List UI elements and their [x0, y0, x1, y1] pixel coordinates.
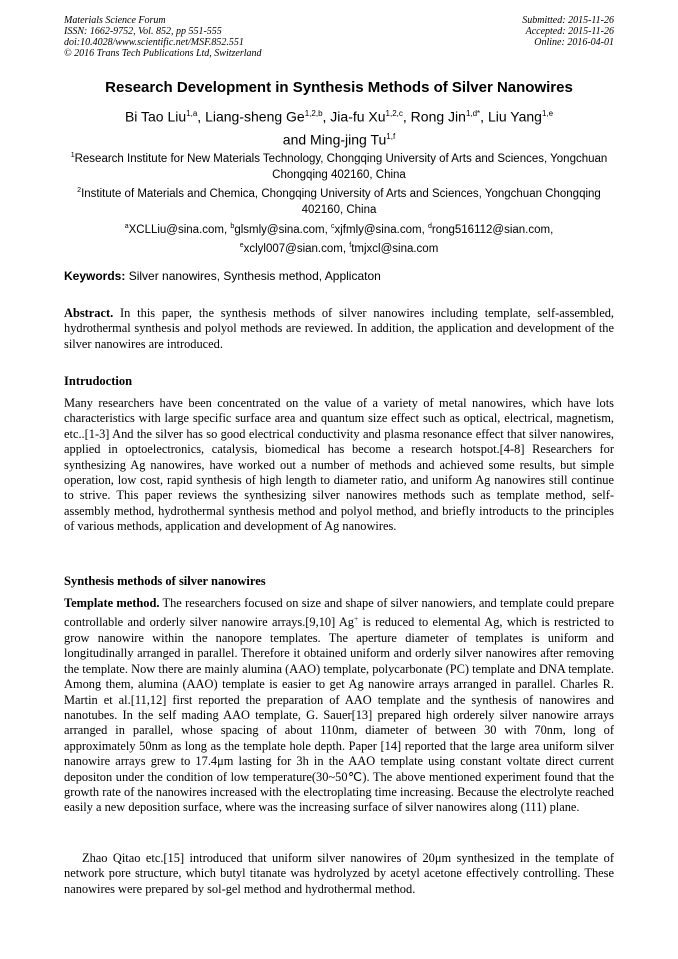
email-line-2: $^e$xclyl007@sian.com, $^f$tmjxcl@sina.com: [239, 241, 439, 255]
email-address: xjfmly@sina.com: [334, 223, 422, 236]
journal-header: [64, 15, 262, 59]
zhao-paragraph: Zhao Qitao etc.[15] introduced that uniform silver nanowires of 20μm synthesized in the template of network pore structure, which butyl titanate was hydrolyzed by acetyl acetone effectively controlling. These nanowires were prepared by sol-gel method and hydrothermal method.: [64, 851, 614, 896]
email-marker: a: [124, 223, 129, 230]
author-line-1: [64, 104, 614, 127]
submitted-date: Submitted: 2015-11-26: [522, 15, 614, 26]
affiliation-text: Institute of Materials and Chemica, Chongqing University of Arts and Sciences, Yongchuan Chongqing 402160, China: [81, 187, 601, 216]
online-date: Online: 2016-04-01: [534, 37, 614, 48]
author-name: Bi Tao Liu: [124, 108, 187, 125]
affiliation-text: Research Institute for New Materials Technology, Chongqing University of Arts and Sciences, Yongchuan Chongqing 402160, China: [74, 152, 608, 181]
email-address: xclyl007@sian.com: [243, 242, 343, 255]
email-address: rong516112@sian.com: [431, 223, 551, 236]
affiliation-marker: 2: [77, 187, 82, 194]
author-name: Rong Jin: [410, 108, 466, 125]
keywords-text: Silver nanowires, Synthesis method, Applicaton: [125, 269, 381, 283]
author-name: Liu Yang: [487, 108, 542, 125]
keywords-label: Keywords:: [64, 269, 126, 283]
author-and: and: [282, 131, 311, 148]
ag-ion-superscript: +: [354, 614, 359, 624]
author-separator: ,: [480, 108, 488, 125]
paper-title: Research Development in Synthesis Methods of Silver Nanowires: [105, 79, 573, 96]
template-method-text-2: is reduced to elemental Ag, which is restricted to grow nanowire within the nanopore templates. The aperture diameter of templates is uniform and longitudinally arranged in parallel. Therefore it obtained uniform and orderly silver nanowires after removing the template. Now there are mainly alumina (AAO) template, polycarbonate (PC) template and DNA template. Among them, alumina (AAO) template is easier to get Ag nanowire arrays arranged in parallel. Charles R. Martin et al.[11,12] first reported the preparation of AAO template and the synthesis of nanowires and nanotubes. In the self mading AAO template, G. Sauer[13] prepared high orderely silver nanowire arrays arranged in parallel, whose spacing of about 110nm, diameter of between 30 with 70nm, long of approximately 50nm as long as the template hole depth. Paper [14] reported that the large area uniform silver nanowire arrays grew to 17.4μm lasting for 3h in the AAO template using constant voltate direct current depositon under the condition of low temperature(30~50℃). The above mentioned experiment found that the growth rate of the nanowires increased with the electroplating time increasing. Because the electrolyte reached easily a new deposition surface, where was the increasing surface of silver nanowires along (111) plane.: [64, 615, 614, 815]
journal-issn: ISSN: 1662-9752, Vol. 852, pp 551-555: [64, 26, 222, 37]
author-line-2: [64, 127, 614, 150]
affiliation-marker: 1: [70, 152, 75, 159]
synthesis-heading: Synthesis methods of silver nanowires: [64, 574, 266, 588]
author-affil-marker: 1,d*: [465, 109, 481, 118]
affiliation-2: [64, 183, 614, 218]
email-list: [64, 219, 614, 257]
email-marker: d: [427, 223, 432, 230]
introduction-paragraph: Many researchers have been concentrated on the value of a variety of metal nanowires, which have lots characteristics with large specific surface area and quantum size effect such as optical, electrical, magnetism, etc..[1-3] And the silver has so good electrical conductivity and plasma resonance effect that silver nanowires, applied in optoelectronics, catalysis, biomedical has become a research hotspot.[4-8] Researchers for synthesizing Ag nanowires, have worked out a number of methods and achieved some results, but simple operation, low cost, rapid synthesis of high length to diameter ratio, and uniform Ag nanowires still continue to strive. This paper reviews the synthesizing silver nanowires methods such as template method, self-assembly method, hydrothermal synthesis method and polyol method, and briefly introducts to the principles of various methods, application and development of Ag nanowires.: [64, 396, 614, 534]
email-marker: e: [239, 241, 244, 249]
accepted-date: Accepted: 2015-11-26: [525, 26, 614, 37]
author-affil-marker: 1,e: [541, 109, 554, 118]
email-address: XCLLiu@sina.com: [128, 223, 225, 236]
abstract-paragraph: [64, 306, 614, 352]
author-separator: ,: [402, 108, 411, 125]
email-address: glsmly@sina.com: [234, 223, 325, 236]
email-marker: c: [330, 223, 335, 230]
author-affil-marker: 1,2,c: [385, 109, 403, 118]
author-affil-marker: 1,a: [186, 109, 198, 118]
journal-name: Materials Science Forum: [64, 15, 166, 26]
email-address: tmjxcl@sina.com: [351, 242, 439, 255]
affiliation-1: [64, 148, 614, 183]
template-method-paragraph: [64, 596, 614, 816]
template-method-label: Template method.: [64, 596, 160, 610]
abstract-text: In this paper, the synthesis methods of silver nanowires including template, self-assembled, hydrothermal synthesis and polyol methods are reviewed. In addition, the application and development of the silver nanowires are introduced.: [64, 306, 614, 351]
journal-copyright: © 2016 Trans Tech Publications Ltd, Switzerland: [64, 48, 262, 59]
template-method-text-1: The researchers focused on size and shape of silver nanowiers, and template could prepare controllable and orderly silver nanowire arrays.[9,10] Ag: [64, 596, 614, 630]
email-marker: f: [349, 241, 352, 249]
author-list: [64, 104, 614, 149]
author-affil-marker: 1,f: [386, 131, 396, 141]
abstract-label: Abstract.: [64, 306, 114, 320]
introduction-heading: Intrudoction: [64, 374, 133, 388]
author-separator: ,: [197, 108, 206, 125]
author-separator: ,: [322, 108, 331, 125]
email-marker: b: [230, 223, 235, 230]
keywords: [64, 268, 381, 284]
email-line-1: $^a$XCLLiu@sina.com, $^b$glsmly@sina.com, $^c$xjfmly@sina.com, $^d$rong516112@sian.com,: [124, 223, 554, 236]
author-name: Jia-fu Xu: [330, 108, 386, 125]
author-name: Liang-sheng Ge: [205, 108, 305, 125]
dates-header: [522, 15, 614, 48]
journal-doi: doi:10.4028/www.scientific.net/MSF.852.551: [64, 37, 244, 48]
author-name: Ming-jing Tu: [310, 131, 387, 148]
author-affil-marker: 1,2,b: [304, 109, 323, 118]
